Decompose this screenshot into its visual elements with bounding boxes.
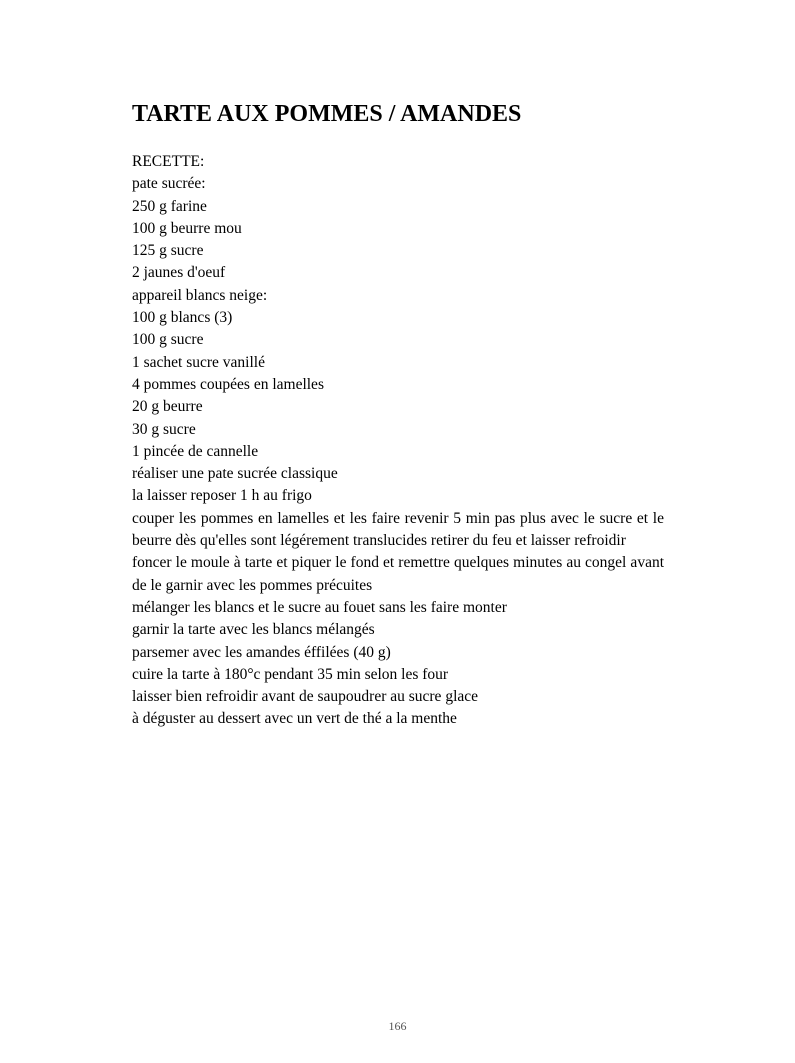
instruction-line: laisser bien refroidir avant de saupoudrer au sucre glace: [132, 688, 479, 706]
recipe-title: TARTE AUX POMMES / AMANDES: [132, 101, 522, 127]
recipe-line: appareil blancs neige:: [132, 286, 268, 304]
ingredient-line: 100 g sucre: [132, 331, 204, 349]
ingredient-line: 20 g beurre: [132, 398, 203, 416]
instruction-line: cuire la tarte à 180°c pendant 35 min selon les four: [132, 665, 449, 683]
ingredient-line: 100 g beurre mou: [132, 219, 242, 237]
instruction-line: la laisser reposer 1 h au frigo: [132, 487, 312, 505]
instruction-line: à déguster au dessert avec un vert de thé a la menthe: [132, 710, 457, 728]
instruction-paragraph: foncer le moule à tarte et piquer le fond et remettre quelques minutes au congel avant de le garnir avec les pommes précuites: [132, 554, 664, 594]
instruction-paragraph: couper les pommes en lamelles et les faire revenir 5 min pas plus avec le sucre et le beurre dès qu'elles sont légérement translucides retirer du feu et laisser refroidir: [132, 509, 664, 550]
ingredient-line: 250 g farine: [132, 197, 207, 215]
instruction-line: garnir la tarte avec les blancs mélangés: [132, 621, 375, 639]
instruction-line: mélanger les blancs et le sucre au fouet sans les faire monter: [132, 598, 507, 616]
recipe-body: [132, 151, 664, 731]
ingredient-line: 30 g sucre: [132, 420, 196, 438]
recipe-line: pate sucrée:: [132, 175, 206, 193]
ingredient-line: 1 sachet sucre vanillé: [132, 353, 265, 371]
ingredient-line: 1 pincée de cannelle: [132, 442, 259, 460]
instruction-line: parsemer avec les amandes éffilées (40 g): [132, 643, 391, 661]
instruction-line: réaliser une pate sucrée classique: [132, 465, 338, 483]
ingredient-line: 100 g blancs (3): [132, 309, 233, 327]
ingredient-line: 4 pommes coupées en lamelles: [132, 375, 324, 393]
recipe-line: RECETTE:: [132, 153, 205, 170]
ingredient-line: 125 g sucre: [132, 242, 204, 260]
page-number: 166: [388, 1019, 407, 1033]
ingredient-line: 2 jaunes d'oeuf: [132, 264, 226, 282]
